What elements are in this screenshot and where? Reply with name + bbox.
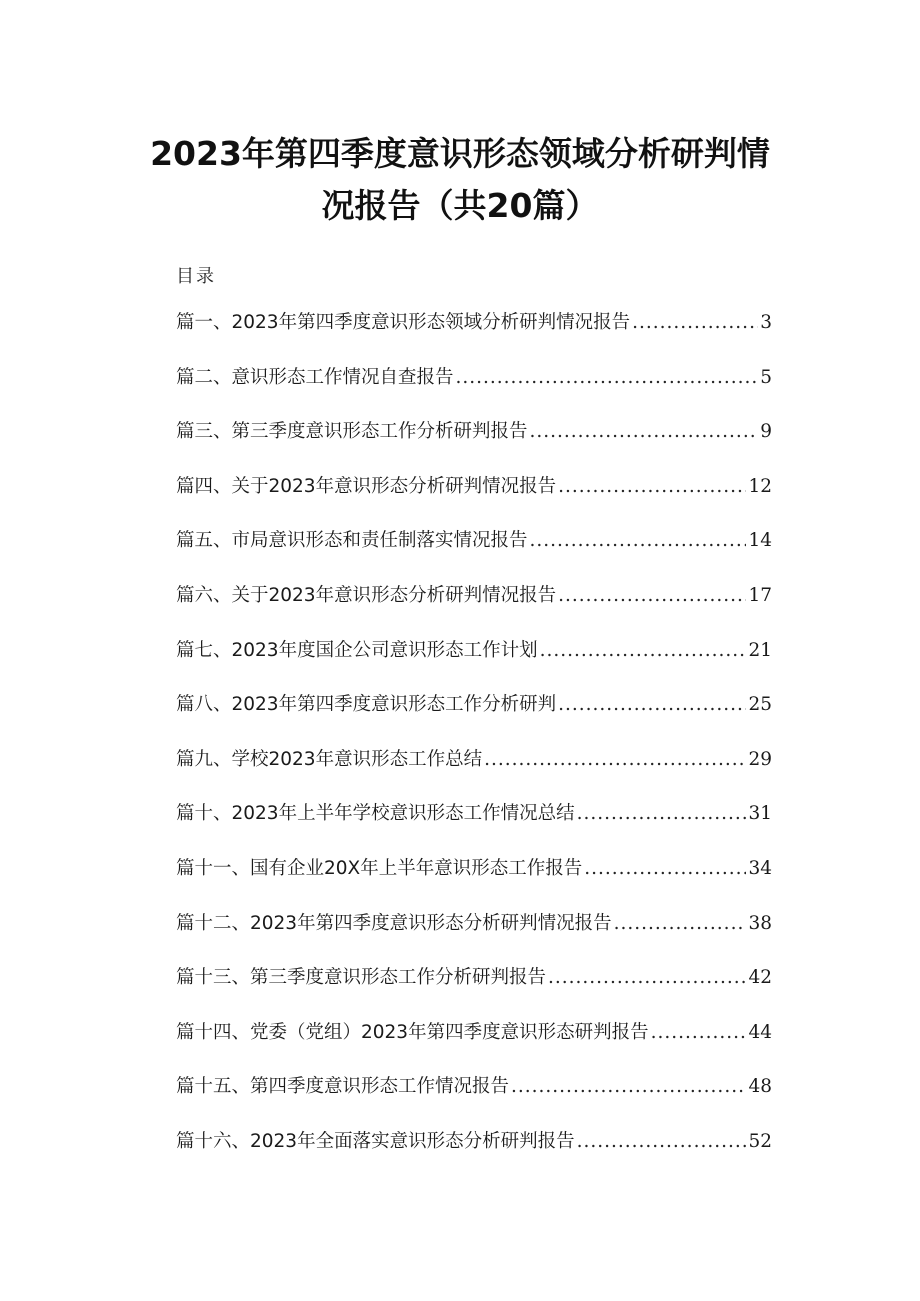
toc-entry-page-number: 29 [748,748,772,770]
toc-leader-dots [651,1022,747,1043]
toc-entry-label: 篇三、第三季度意识形态工作分析研判报告 [176,421,528,443]
toc-entry-page-number: 44 [748,1021,772,1043]
toc-entry-label: 篇四、关于2023年意识形态分析研判情况报告 [176,475,557,497]
toc-entry[interactable] [176,526,772,581]
toc-entry-label: 篇十六、2023年全面落实意识形态分析研判报告 [176,1130,575,1152]
toc-entry-label: 篇一、2023年第四季度意识形态领域分析研判情况报告 [176,312,631,333]
toc-entry-page-number: 52 [748,1130,772,1152]
toc-leader-dots [530,421,759,442]
toc-entry[interactable] [176,1127,772,1182]
toc-entry[interactable] [176,745,772,800]
toc-leader-dots [632,312,758,333]
toc-entry[interactable] [176,472,772,527]
toc-entry-page-number: 34 [748,857,772,879]
toc-entry-page-number: 38 [748,912,772,934]
document-title [140,128,780,232]
toc-entry-page-number: 21 [748,639,772,661]
toc-leader-dots [558,585,746,606]
toc-entry-label: 篇五、市局意识形态和责任制落实情况报告 [176,530,528,552]
toc-entry-label: 篇七、2023年度国企公司意识形态工作计划 [176,639,538,661]
toc-entry[interactable] [176,417,772,472]
toc-entry[interactable] [176,308,772,363]
toc-entry[interactable] [176,963,772,1018]
toc-entry-label: 篇十五、第四季度意识形态工作情况报告 [176,1076,510,1098]
toc-leader-dots [456,367,759,388]
toc-entry-label: 篇十三、第三季度意识形态工作分析研判报告 [176,967,547,989]
toc-entry-label: 篇八、2023年第四季度意识形态工作分析研判 [176,694,557,716]
toc-leader-dots [558,694,746,715]
toc-entry-label: 篇十、2023年上半年学校意识形态工作情况总结 [176,803,575,825]
toc-entry-page-number: 3 [760,312,772,333]
toc-entry[interactable] [176,690,772,745]
toc-entry-label: 篇二、意识形态工作情况自查报告 [176,366,454,388]
title-line-2: 况报告（共20篇） [321,186,599,225]
toc-entry-label: 篇十一、国有企业20X年上半年意识形态工作报告 [176,857,583,879]
toc-leader-dots [584,858,746,879]
toc-entry-page-number: 17 [748,584,772,606]
toc-entry-page-number: 48 [748,1076,772,1098]
toc-entry[interactable] [176,1018,772,1073]
toc-entry-label: 篇十二、2023年第四季度意识形态分析研判情况报告 [176,912,612,934]
toc-entry-page-number: 5 [760,366,772,388]
toc-leader-dots [577,803,747,824]
toc-entry[interactable] [176,799,772,854]
toc-entry-page-number: 42 [748,967,772,989]
toc-heading: 目录 [176,266,216,287]
toc-entry[interactable] [176,581,772,636]
toc-entry[interactable] [176,1072,772,1127]
toc-leader-dots [614,913,747,934]
toc-entry[interactable] [176,363,772,418]
toc-leader-dots [577,1131,747,1152]
toc-leader-dots [530,530,747,551]
toc-entry[interactable] [176,636,772,691]
toc-entry-label: 篇十四、党委（党组）2023年第四季度意识形态研判报告 [176,1021,649,1043]
toc-entry[interactable] [176,909,772,964]
toc-leader-dots [540,640,747,661]
toc-entry-page-number: 31 [748,803,772,825]
table-of-contents [176,308,772,1182]
toc-entry-label: 篇六、关于2023年意识形态分析研判情况报告 [176,584,557,606]
toc-leader-dots [558,476,746,497]
toc-entry-page-number: 9 [760,421,772,443]
toc-entry-label: 篇九、学校2023年意识形态工作总结 [176,748,483,770]
toc-entry[interactable] [176,854,772,909]
toc-leader-dots [484,749,746,770]
toc-entry-page-number: 12 [748,475,772,497]
title-line-1: 2023年第四季度意识形态领域分析研判情 [150,134,770,173]
toc-leader-dots [511,1076,746,1097]
toc-entry-page-number: 14 [748,530,772,552]
toc-leader-dots [548,967,746,988]
toc-entry-page-number: 25 [748,694,772,716]
